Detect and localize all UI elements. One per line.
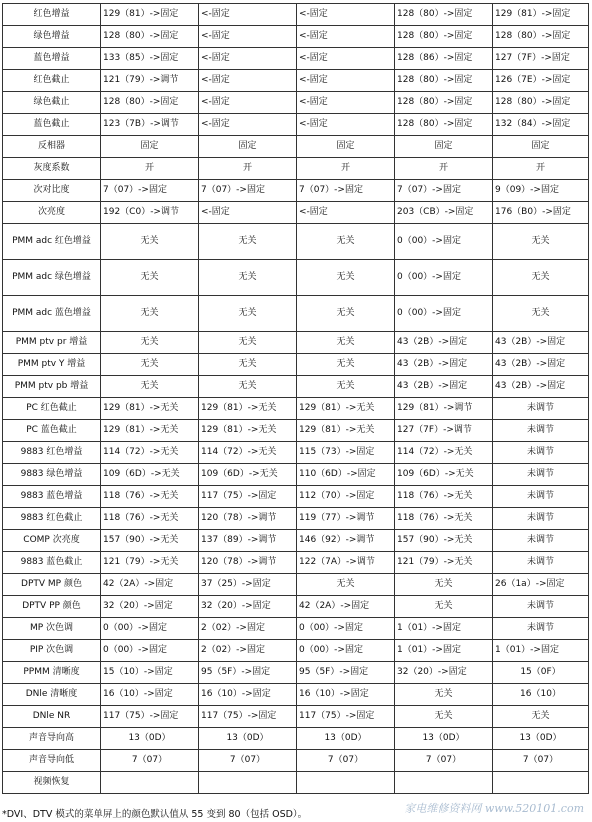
table-cell: <-固定	[297, 92, 395, 114]
row-label: PC 蓝色截止	[3, 420, 101, 442]
table-cell: 126（7E）->固定	[493, 70, 589, 92]
row-label: 9883 红色增益	[3, 442, 101, 464]
row-label: DNle NR	[3, 706, 101, 728]
table-cell: <-固定	[297, 114, 395, 136]
table-row	[3, 464, 589, 486]
table-cell: 127（7F）->固定	[493, 48, 589, 70]
table-row	[3, 420, 589, 442]
table-cell: 7（07）->固定	[297, 180, 395, 202]
table-row	[3, 260, 589, 296]
table-cell: 128（80）->固定	[493, 92, 589, 114]
table-cell: 137（89）->调节	[199, 530, 297, 552]
table-cell: 128（86）->固定	[395, 48, 493, 70]
table-cell: 123（7B）->调节	[101, 114, 199, 136]
table-cell: 2（02）->固定	[199, 618, 297, 640]
table-cell	[297, 772, 395, 794]
table-row	[3, 376, 589, 398]
table-cell: 157（90）->无关	[101, 530, 199, 552]
table-cell: 0（00）->固定	[395, 260, 493, 296]
table-row	[3, 224, 589, 260]
table-cell: 32（20）->固定	[101, 596, 199, 618]
table-row	[3, 508, 589, 530]
row-label: PMM ptv pb 增益	[3, 376, 101, 398]
table-cell: 无关	[101, 260, 199, 296]
table-cell: <-固定	[297, 202, 395, 224]
table-row	[3, 180, 589, 202]
table-row	[3, 70, 589, 92]
table-cell: 115（73）->固定	[297, 442, 395, 464]
table-cell: 42（2A）->固定	[297, 596, 395, 618]
table-cell: 固定	[199, 136, 297, 158]
table-cell: 13（0D）	[493, 728, 589, 750]
table-cell: <-固定	[297, 4, 395, 26]
table-cell: 7（07）->固定	[395, 180, 493, 202]
table-cell: 未调节	[493, 596, 589, 618]
table-cell: 无关	[101, 332, 199, 354]
table-cell: 129（81）->无关	[297, 420, 395, 442]
table-cell: 95（5F）->固定	[297, 662, 395, 684]
row-label: PMM adc 蓝色增益	[3, 296, 101, 332]
row-label: PMM ptv pr 增益	[3, 332, 101, 354]
row-label: DPTV PP 颜色	[3, 596, 101, 618]
table-cell: 146（92）->调节	[297, 530, 395, 552]
table-cell: 0（00）->固定	[101, 640, 199, 662]
table-cell: 无关	[199, 376, 297, 398]
table-cell: 开	[493, 158, 589, 180]
row-label: 9883 蓝色增益	[3, 486, 101, 508]
table-cell: 无关	[297, 332, 395, 354]
table-cell: 无关	[395, 706, 493, 728]
row-label: PMM ptv Y 增益	[3, 354, 101, 376]
table-row	[3, 158, 589, 180]
row-label: 灰度系数	[3, 158, 101, 180]
row-label: 视频恢复	[3, 772, 101, 794]
table-cell: 129（81）->调节	[395, 398, 493, 420]
table-cell: 117（75）->固定	[101, 706, 199, 728]
table-cell: 118（76）->无关	[395, 486, 493, 508]
row-label: 声音导向低	[3, 750, 101, 772]
table-cell: 无关	[101, 376, 199, 398]
table-cell: <-固定	[297, 48, 395, 70]
table-row	[3, 684, 589, 706]
table-cell: 无关	[297, 574, 395, 596]
row-label: 9883 绿色增益	[3, 464, 101, 486]
table-cell: 7（07）	[493, 750, 589, 772]
table-cell: 未调节	[493, 464, 589, 486]
table-cell: 无关	[297, 224, 395, 260]
table-cell: 无关	[395, 684, 493, 706]
table-cell: 7（07）	[297, 750, 395, 772]
table-cell: <-固定	[199, 202, 297, 224]
table-cell: 118（76）->无关	[101, 486, 199, 508]
table-cell: 203（CB）->固定	[395, 202, 493, 224]
table-cell: 开	[395, 158, 493, 180]
table-cell: 15（10）->固定	[101, 662, 199, 684]
table-cell: 未调节	[493, 442, 589, 464]
table-row	[3, 750, 589, 772]
table-cell: 112（70）->固定	[297, 486, 395, 508]
row-label: 红色增益	[3, 4, 101, 26]
table-cell: 128（80）->固定	[395, 26, 493, 48]
row-label: 红色截止	[3, 70, 101, 92]
table-cell: 120（78）->调节	[199, 552, 297, 574]
table-body	[3, 4, 589, 794]
table-cell: 127（7F）->调节	[395, 420, 493, 442]
table-cell: 无关	[101, 224, 199, 260]
table-cell: 无关	[297, 354, 395, 376]
table-row	[3, 530, 589, 552]
table-row	[3, 662, 589, 684]
table-row	[3, 354, 589, 376]
table-cell: 43（2B）->固定	[395, 354, 493, 376]
table-cell: 118（76）->无关	[101, 508, 199, 530]
row-label: 9883 红色截止	[3, 508, 101, 530]
table-cell: 128（80）->固定	[395, 4, 493, 26]
table-cell: 未调节	[493, 398, 589, 420]
table-cell	[395, 772, 493, 794]
table-cell: 109（6D）->无关	[199, 464, 297, 486]
row-label: PMM adc 红色增益	[3, 224, 101, 260]
table-row	[3, 640, 589, 662]
table-cell: 132（84）->固定	[493, 114, 589, 136]
table-cell: 13（0D）	[101, 728, 199, 750]
row-label: MP 次色调	[3, 618, 101, 640]
table-cell: 无关	[199, 332, 297, 354]
row-label: 反相器	[3, 136, 101, 158]
row-label: PPMM 清晰度	[3, 662, 101, 684]
table-row	[3, 442, 589, 464]
row-label: 次亮度	[3, 202, 101, 224]
table-cell: 7（07）->固定	[199, 180, 297, 202]
table-cell: 无关	[199, 354, 297, 376]
table-cell: 157（90）->无关	[395, 530, 493, 552]
table-cell: 未调节	[493, 508, 589, 530]
row-label: 声音导向高	[3, 728, 101, 750]
table-cell: 15（0F）	[493, 662, 589, 684]
table-row	[3, 92, 589, 114]
table-row	[3, 332, 589, 354]
table-cell: 无关	[297, 260, 395, 296]
table-cell: 0（00）->固定	[101, 618, 199, 640]
table-cell: 117（75）->固定	[199, 706, 297, 728]
table-cell: 未调节	[493, 420, 589, 442]
table-cell	[493, 772, 589, 794]
table-cell: 128（80）->固定	[395, 114, 493, 136]
table-cell: 未调节	[493, 530, 589, 552]
table-cell: 114（72）->无关	[199, 442, 297, 464]
parameter-table	[2, 3, 589, 794]
table-row	[3, 296, 589, 332]
table-row	[3, 618, 589, 640]
table-cell: 1（01）->固定	[395, 640, 493, 662]
table-cell: 43（2B）->固定	[493, 354, 589, 376]
row-label: PMM adc 绿色增益	[3, 260, 101, 296]
table-cell: 114（72）->无关	[395, 442, 493, 464]
table-cell: 121（79）->无关	[101, 552, 199, 574]
row-label: COMP 次亮度	[3, 530, 101, 552]
table-cell: 43（2B）->固定	[493, 332, 589, 354]
table-cell: 开	[297, 158, 395, 180]
row-label: DNle 清晰度	[3, 684, 101, 706]
table-cell: 37（25）->固定	[199, 574, 297, 596]
table-row	[3, 486, 589, 508]
table-cell: <-固定	[199, 70, 297, 92]
table-cell: 16（10）->固定	[101, 684, 199, 706]
table-cell: 无关	[199, 224, 297, 260]
table-cell	[101, 772, 199, 794]
row-label: 9883 蓝色截止	[3, 552, 101, 574]
table-row	[3, 552, 589, 574]
row-label: 蓝色截止	[3, 114, 101, 136]
table-cell: 43（2B）->固定	[395, 332, 493, 354]
row-label: 蓝色增益	[3, 48, 101, 70]
table-row	[3, 202, 589, 224]
table-cell: 119（77）->调节	[297, 508, 395, 530]
table-cell: 0（00）->固定	[395, 224, 493, 260]
row-label: PIP 次色调	[3, 640, 101, 662]
table-cell: <-固定	[199, 26, 297, 48]
table-cell: 无关	[101, 296, 199, 332]
table-cell: 128（80）->固定	[395, 70, 493, 92]
table-cell: 0（00）->固定	[297, 618, 395, 640]
table-cell: 122（7A）->调节	[297, 552, 395, 574]
table-cell: 13（0D）	[297, 728, 395, 750]
table-cell: 16（10）->固定	[297, 684, 395, 706]
table-cell: 开	[199, 158, 297, 180]
table-row	[3, 772, 589, 794]
table-cell: <-固定	[199, 4, 297, 26]
table-cell: 129（81）->无关	[101, 398, 199, 420]
table-row	[3, 114, 589, 136]
table-cell: 26（1a）->固定	[493, 574, 589, 596]
table-row	[3, 398, 589, 420]
table-cell: 114（72）->无关	[101, 442, 199, 464]
table-cell: 7（07）	[101, 750, 199, 772]
table-cell: 固定	[297, 136, 395, 158]
table-cell: 固定	[101, 136, 199, 158]
row-label: 绿色截止	[3, 92, 101, 114]
table-cell: <-固定	[297, 26, 395, 48]
table-cell: 129（81）->无关	[199, 398, 297, 420]
table-cell: 120（78）->调节	[199, 508, 297, 530]
table-cell: 无关	[395, 596, 493, 618]
table-cell: <-固定	[199, 114, 297, 136]
table-cell: 7（07）	[199, 750, 297, 772]
row-label: PC 红色截止	[3, 398, 101, 420]
table-cell: 7（07）	[395, 750, 493, 772]
table-cell: 129（81）->固定	[493, 4, 589, 26]
table-cell: 13（0D）	[199, 728, 297, 750]
table-cell: 0（00）->固定	[395, 296, 493, 332]
table-cell: 无关	[493, 260, 589, 296]
table-cell: 121（79）->无关	[395, 552, 493, 574]
footnote: *DVI、DTV 模式的菜单屏上的颜色默认值从 55 变到 80（包括 OSD）。	[2, 809, 308, 820]
table-cell: 固定	[395, 136, 493, 158]
table-cell: 7（07）->固定	[101, 180, 199, 202]
table-cell: 117（75）->固定	[297, 706, 395, 728]
table-cell: 1（01）->固定	[493, 640, 589, 662]
table-row	[3, 574, 589, 596]
table-row	[3, 4, 589, 26]
table-cell: 128（80）->固定	[101, 92, 199, 114]
table-cell: 121（79）->调节	[101, 70, 199, 92]
table-cell: 42（2A）->固定	[101, 574, 199, 596]
table-cell: 176（B0）->固定	[493, 202, 589, 224]
table-cell: 43（2B）->固定	[395, 376, 493, 398]
row-label: 次对比度	[3, 180, 101, 202]
table-cell: 未调节	[493, 486, 589, 508]
table-cell: 固定	[493, 136, 589, 158]
table-cell: 无关	[297, 296, 395, 332]
table-cell: 1（01）->固定	[395, 618, 493, 640]
table-cell: 无关	[395, 574, 493, 596]
table-cell: 129（81）->无关	[297, 398, 395, 420]
table-cell: 无关	[493, 706, 589, 728]
table-row	[3, 728, 589, 750]
table-cell: 32（20）->固定	[395, 662, 493, 684]
table-cell: 43（2B）->固定	[493, 376, 589, 398]
table-cell: 未调节	[493, 552, 589, 574]
table-row	[3, 706, 589, 728]
table-cell: 无关	[493, 296, 589, 332]
table-cell: 13（0D）	[395, 728, 493, 750]
table-cell: 133（85）->固定	[101, 48, 199, 70]
table-cell: 16（10）	[493, 684, 589, 706]
table-cell: 109（6D）->无关	[101, 464, 199, 486]
table-cell	[199, 772, 297, 794]
table-cell: 192（C0）->调节	[101, 202, 199, 224]
table-cell: 无关	[199, 296, 297, 332]
table-cell: 无关	[297, 376, 395, 398]
table-cell: 128（80）->固定	[493, 26, 589, 48]
table-cell: <-固定	[297, 70, 395, 92]
table-cell: 128（80）->固定	[101, 26, 199, 48]
table-row	[3, 596, 589, 618]
table-cell: 无关	[493, 224, 589, 260]
row-label: 绿色增益	[3, 26, 101, 48]
table-cell: 110（6D）->固定	[297, 464, 395, 486]
table-cell: 未调节	[493, 618, 589, 640]
table-cell: <-固定	[199, 92, 297, 114]
table-cell: 128（80）->固定	[395, 92, 493, 114]
table-row	[3, 26, 589, 48]
table-row	[3, 48, 589, 70]
table-cell: 95（5F）->固定	[199, 662, 297, 684]
table-cell: 129（81）->无关	[199, 420, 297, 442]
table-cell: 129（81）->固定	[101, 4, 199, 26]
table-cell: 129（81）->无关	[101, 420, 199, 442]
table-cell: 9（09）->固定	[493, 180, 589, 202]
table-cell: 117（75）->固定	[199, 486, 297, 508]
table-cell: 无关	[199, 260, 297, 296]
table-cell: 32（20）->固定	[199, 596, 297, 618]
table-cell: 16（10）->固定	[199, 684, 297, 706]
table-row	[3, 136, 589, 158]
table-cell: 无关	[101, 354, 199, 376]
row-label: DPTV MP 颜色	[3, 574, 101, 596]
table-cell: 2（02）->固定	[199, 640, 297, 662]
table-cell: 109（6D）->无关	[395, 464, 493, 486]
table-cell: 118（76）->无关	[395, 508, 493, 530]
table-cell: 0（00）->固定	[297, 640, 395, 662]
watermark: 家电维修资料网 www.520101.com	[404, 802, 584, 815]
table-cell: 开	[101, 158, 199, 180]
table-cell: <-固定	[199, 48, 297, 70]
